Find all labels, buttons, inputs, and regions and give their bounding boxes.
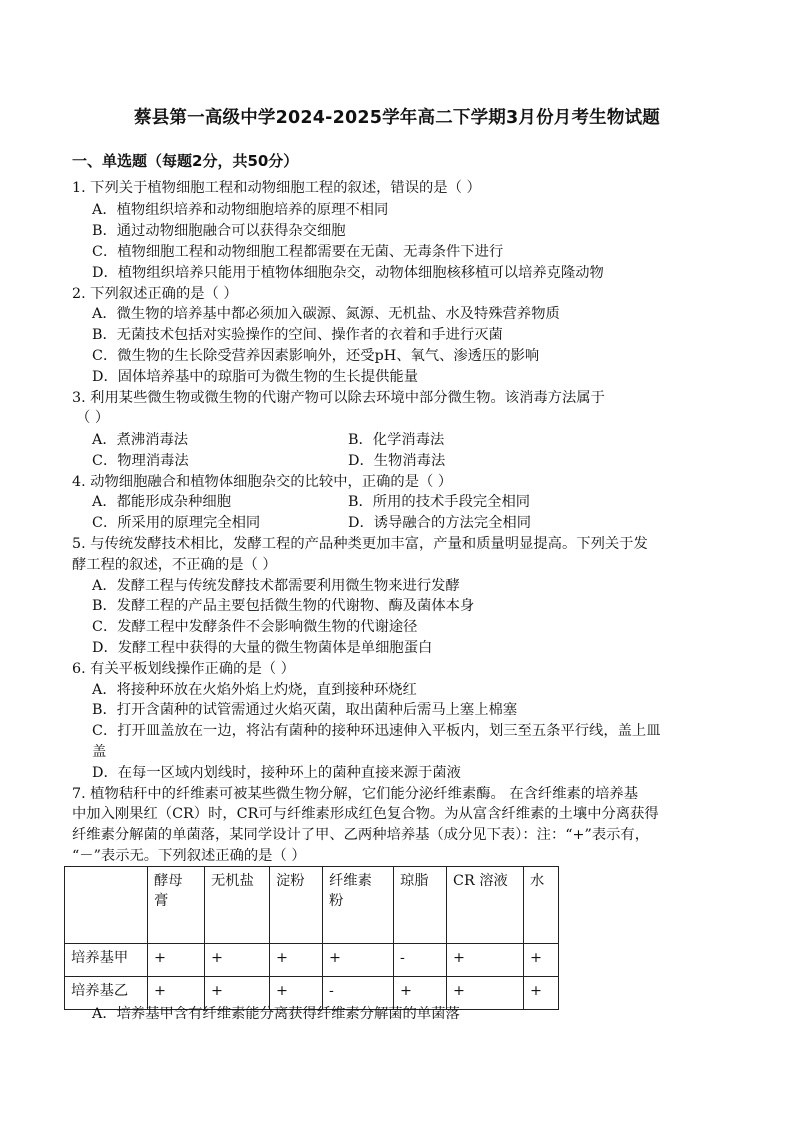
- question-3-stem: 3. 利用某些微生物或微生物的代谢产物可以除去环境中部分微生物。该消毒方法属于: [72, 390, 605, 406]
- table-cell: +: [148, 944, 205, 977]
- question-5-option-c: C．发酵工程中发酵条件不会影响微生物的代谢途径: [92, 619, 418, 635]
- table-cell: +: [270, 944, 323, 977]
- question-5-option-b: B．发酵工程的产品主要包括微生物的代谢物、酶及菌体本身: [92, 598, 475, 614]
- question-6-stem: 6. 有关平板划线操作正确的是（ ）: [72, 661, 295, 677]
- question-3-option-c: C．物理消毒法: [92, 453, 189, 469]
- question-7-stem-cont-1: 中加入刚果红（CR）时，CR可与纤维素形成红色复合物。为从富含纤维素的土壤中分离获得: [72, 806, 659, 822]
- question-2-stem: 2. 下列叙述正确的是（ ）: [72, 286, 238, 302]
- section-heading: 一、单选题（每题2分，共50分）: [72, 152, 299, 170]
- question-4-option-d: D．诱导融合的方法完全相同: [348, 515, 532, 531]
- question-2-option-a: A．微生物的培养基中都必须加入碳源、氮源、无机盐、水及特殊营养物质: [92, 306, 560, 322]
- question-5-stem-cont: 酵工程的叙述，不正确的是（ ）: [72, 557, 277, 573]
- table-header-cell: 纤维素 粉: [323, 867, 394, 944]
- question-3-stem-cont: （ ）: [76, 410, 110, 426]
- table-cell: +: [394, 977, 447, 1010]
- table-cell: +: [447, 944, 524, 977]
- question-4-option-c: C．所采用的原理完全相同: [92, 515, 261, 531]
- table-header-cell: CR 溶液: [447, 867, 524, 944]
- question-1-option-b: B．通过动物细胞融合可以获得杂交细胞: [92, 223, 346, 239]
- question-7-option-a: A．培养基甲含有纤维素能分离获得纤维素分解菌的单菌落: [92, 1006, 460, 1022]
- question-4-option-a: A．都能形成杂种细胞: [92, 494, 231, 510]
- table-cell: +: [447, 977, 524, 1010]
- table-header-cell: 水: [524, 867, 559, 944]
- question-5-stem: 5. 与传统发酵技术相比，发酵工程的产品种类更加丰富，产量和质量明显提高。下列关于发: [72, 536, 648, 552]
- table-header-row: [65, 867, 559, 944]
- question-3-option-b: B．化学消毒法: [348, 432, 445, 448]
- question-1-option-d: D．植物组织培养只能用于植物体细胞杂交，动物体细胞核移植可以培养克隆动物: [92, 265, 604, 281]
- question-7-stem-cont-2: 纤维素分解菌的单菌落，某同学设计了甲、乙两种培养基（成分见下表）：注：“+”表示有，: [72, 827, 650, 843]
- question-3-option-a: A．煮沸消毒法: [92, 432, 189, 448]
- question-1-option-a: A．植物组织培养和动物细胞培养的原理不相同: [92, 202, 389, 218]
- table-cell: +: [524, 944, 559, 977]
- table-row: [65, 944, 559, 977]
- table-cell: +: [524, 977, 559, 1010]
- question-1-stem: 1. 下列关于植物细胞工程和动物细胞工程的叙述，错误的是（ ）: [72, 180, 481, 196]
- table-cell: +: [205, 977, 270, 1010]
- question-6-option-a: A．将接种环放在火焰外焰上灼烧，直到接种环烧红: [92, 682, 417, 698]
- question-3-option-d: D．生物消毒法: [348, 453, 446, 469]
- question-5-option-a: A．发酵工程与传统发酵技术都需要利用微生物来进行发酵: [92, 578, 460, 594]
- table-cell: +: [148, 977, 205, 1010]
- question-4-option-b: B．所用的技术手段完全相同: [348, 494, 531, 510]
- table-header-cell: 无机盐: [205, 867, 270, 944]
- table-header-cell: 淀粉: [270, 867, 323, 944]
- table-header-cell: 琼脂: [394, 867, 447, 944]
- question-5-option-d: D．发酵工程中获得的大量的微生物菌体是单细胞蛋白: [92, 640, 433, 656]
- table-cell: 培养基乙: [65, 977, 148, 1010]
- table-cell: -: [323, 977, 394, 1010]
- table-cell: +: [270, 977, 323, 1010]
- question-6-option-d: D．在每一区域内划线时，接种环上的菌种直接来源于菌液: [92, 765, 461, 781]
- table-cell: 培养基甲: [65, 944, 148, 977]
- table-cell: -: [394, 944, 447, 977]
- question-6-option-c-cont: 盖: [92, 744, 107, 760]
- question-2-option-b: B．无菌技术包括对实验操作的空间、操作者的衣着和手进行灭菌: [92, 327, 503, 343]
- page-title: 蔡县第一高级中学2024-2025学年高二下学期3月份月考生物试题: [134, 108, 660, 128]
- question-6-option-b: B．打开含菌种的试管需通过火焰灭菌，取出菌种后需马上塞上棉塞: [92, 702, 518, 718]
- table-header-cell: [65, 867, 148, 944]
- question-6-option-c: C．打开皿盖放在一边，将沾有菌种的接种环迅速伸入平板内，划三至五条平行线，盖上皿: [92, 723, 661, 739]
- question-7-stem-cont-3: “－”表示无。下列叙述正确的是（ ）: [72, 848, 306, 864]
- question-7-stem: 7. 植物秸秆中的纤维素可被某些微生物分解，它们能分泌纤维素酶。 在含纤维素的培养基: [72, 786, 639, 802]
- question-2-option-d: D．固体培养基中的琼脂可为微生物的生长提供能量: [92, 369, 418, 385]
- question-4-stem: 4. 动物细胞融合和植物体细胞杂交的比较中，正确的是（ ）: [72, 474, 453, 490]
- question-2-option-c: C．微生物的生长除受营养因素影响外，还受pH、氧气、渗透压的影响: [92, 348, 540, 364]
- table-cell: +: [323, 944, 394, 977]
- question-1-option-c: C．植物细胞工程和动物细胞工程都需要在无菌、无毒条件下进行: [92, 244, 504, 260]
- culture-medium-table: [64, 866, 559, 1010]
- table-header-cell: 酵母 膏: [148, 867, 205, 944]
- table-cell: +: [205, 944, 270, 977]
